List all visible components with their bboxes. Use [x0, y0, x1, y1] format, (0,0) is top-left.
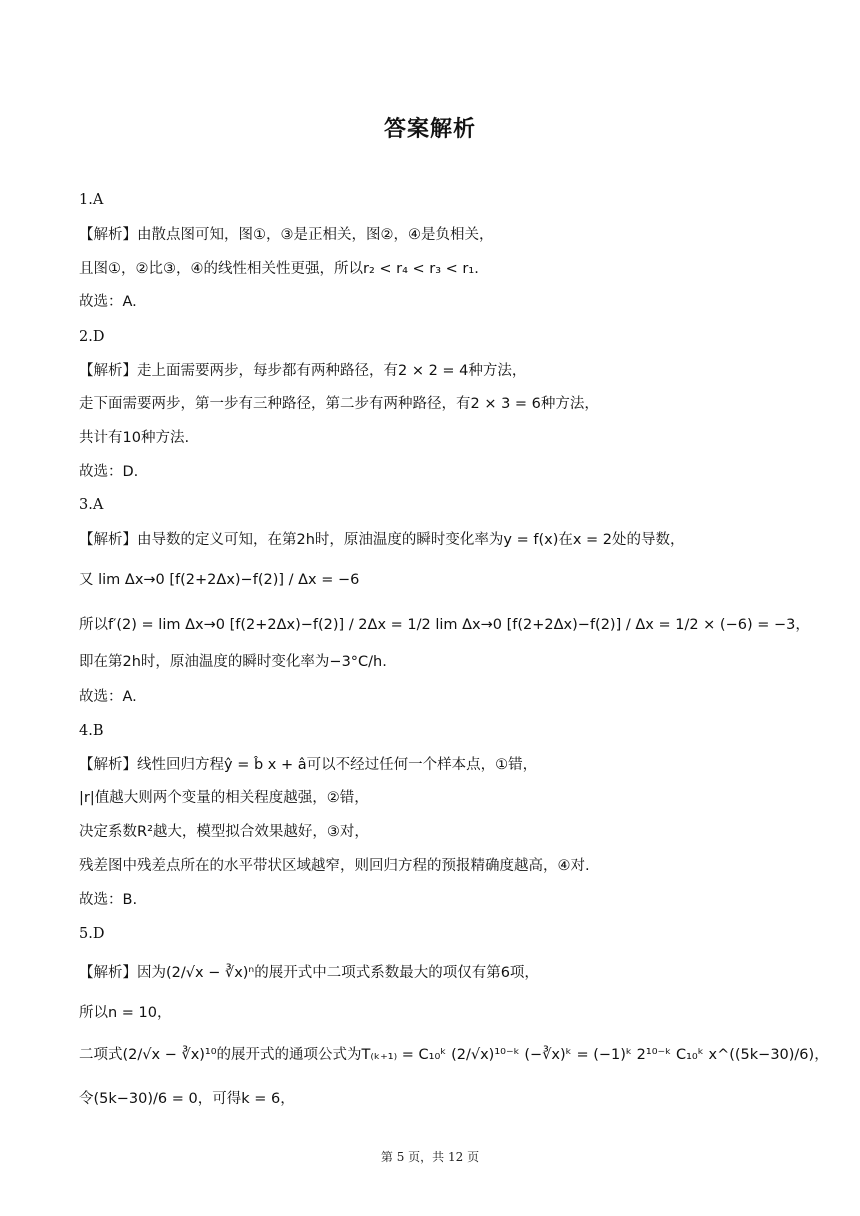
analysis-line: 【解析】线性回归方程ŷ = b̂ x + â可以不经过任何一个样本点，①错， — [79, 757, 538, 773]
page-footer: 第 5 页，共 12 页 — [380, 1150, 480, 1164]
formula-line: 【解析】因为(2/√x − ∛x)ⁿ的展开式中二项式系数最大的项仅有第6项， — [79, 965, 539, 981]
choice-line: 故选：B. — [79, 892, 138, 908]
analysis-line: 走下面需要两步，第一步有三种路径，第二步有两种路径，有2 × 3 = 6种方法， — [79, 396, 599, 412]
formula-line: 所以f′(2) = lim Δx→0 [f(2+2Δx)−f(2)] / 2Δx = 1/2 lim Δx→0 [f(2+2Δx)−f(2)] / Δx = 1/2 × (−6) = −3， — [79, 617, 810, 633]
analysis-line: 即在第2h时，原油温度的瞬时变化率为−3°C/h. — [79, 654, 387, 670]
analysis-line: 【解析】由导数的定义可知，在第2h时，原油温度的瞬时变化率为y = f(x)在x = 2处的导数， — [79, 532, 685, 548]
analysis-line: 【解析】走上面需要两步，每步都有两种路径，有2 × 2 = 4种方法， — [79, 363, 527, 379]
analysis-line: 所以n = 10， — [79, 1005, 172, 1021]
answer-number: 1.A — [79, 192, 104, 208]
choice-line: 故选：A. — [79, 689, 137, 705]
answer-number: 3.A — [79, 497, 104, 513]
analysis-line: 【解析】由散点图可知，图①，③是正相关，图②，④是负相关， — [79, 227, 494, 243]
choice-line: 故选：A. — [79, 294, 137, 310]
answer-number: 2.D — [79, 329, 105, 345]
answer-number: 5.D — [79, 926, 105, 942]
analysis-line: 残差图中残差点所在的水平带状区域越窄，则回归方程的预报精确度越高，④对. — [79, 858, 590, 874]
formula-line: 二项式(2/√x − ∛x)¹⁰的展开式的通项公式为T₍ₖ₊₁₎ = C₁₀ᵏ (2/√x)¹⁰⁻ᵏ (−∛x)ᵏ = (−1)ᵏ 2¹⁰⁻ᵏ C₁₀ᵏ x^((5k−30)/6)， — [79, 1047, 829, 1063]
analysis-line: 且图①，②比③，④的线性相关性更强，所以r₂ < r₄ < r₃ < r₁. — [79, 261, 479, 277]
analysis-line: |r|值越大则两个变量的相关程度越强，②错， — [79, 790, 369, 806]
analysis-line: 决定系数R²越大，模型拟合效果越好，③对， — [79, 824, 369, 840]
choice-line: 故选：D. — [79, 464, 139, 480]
formula-line: 令(5k−30)/6 = 0，可得k = 6， — [79, 1091, 295, 1107]
page-title: 答案解析 — [383, 117, 476, 142]
formula-line: 又 lim Δx→0 [f(2+2Δx)−f(2)] / Δx = −6 — [79, 572, 360, 588]
answer-number: 4.B — [79, 723, 104, 739]
analysis-line: 共计有10种方法. — [79, 430, 190, 446]
